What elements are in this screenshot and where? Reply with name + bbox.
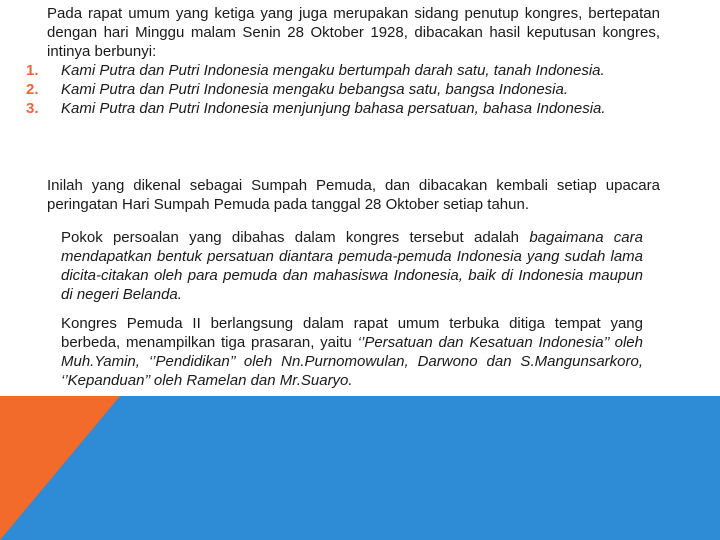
topic-paragraph	[61, 228, 643, 304]
intro-paragraph: Pada rapat umum yang ketiga yang juga merupakan sidang penutup kongres, bertepatan dengan hari Minggu malam Senin 28 Oktober 1928, dibacakan hasil keputusan kongres, intinya berbunyi:	[47, 5, 660, 60]
oath-number: 3.	[26, 100, 39, 117]
oath-text: Kami Putra dan Putri Indonesia mengaku bertumpah darah satu, tanah Indonesia.	[61, 62, 605, 79]
topic-lead: Pokok persoalan yang dibahas dalam kongres tersebut adalah	[61, 229, 530, 246]
decorative-orange-wedge	[0, 396, 720, 540]
oath-number: 2.	[26, 81, 39, 98]
oath-item-3	[0, 99, 660, 118]
congress-lead: Kongres Pemuda II berlangsung dalam rapat umum terbuka ditiga tempat yang berbeda, menampilkan tiga prasaran, yaitu	[61, 315, 643, 351]
oath-text: Kami Putra dan Putri Indonesia mengaku bebangsa satu, bangsa Indonesia.	[61, 81, 569, 98]
oath-list	[0, 61, 720, 118]
topic-italic: bagaimana cara mendapatkan bentuk persatuan diantara pemuda-pemuda Indonesia yang sudah lama dicita-citakan oleh para pemuda dan mahasiswa Indonesia, baik di Indonesia maupun di negeri Belanda.	[61, 229, 643, 303]
oath-item-1	[0, 61, 660, 80]
orange-triangle-shape	[0, 396, 120, 540]
oath-number: 1.	[26, 62, 39, 79]
oath-text: Kami Putra dan Putri Indonesia menjunjung bahasa persatuan, bahasa Indonesia.	[61, 100, 606, 117]
oath-item-2	[0, 80, 660, 99]
congress-paragraph	[61, 314, 643, 390]
summary-paragraph: Inilah yang dikenal sebagai Sumpah Pemuda, dan dibacakan kembali setiap upacara peringatan Hari Sumpah Pemuda pada tanggal 28 Oktober setiap tahun.	[47, 177, 660, 213]
congress-italic: ‘’Persatuan dan Kesatuan Indonesia’’ oleh Muh.Yamin, ‘’Pendidikan’’ oleh Nn.Purnomowulan, Darwono dan S.Mangunsarkoro, ‘’Kepanduan’’ oleh Ramelan dan Mr.Suaryo.	[61, 334, 643, 389]
